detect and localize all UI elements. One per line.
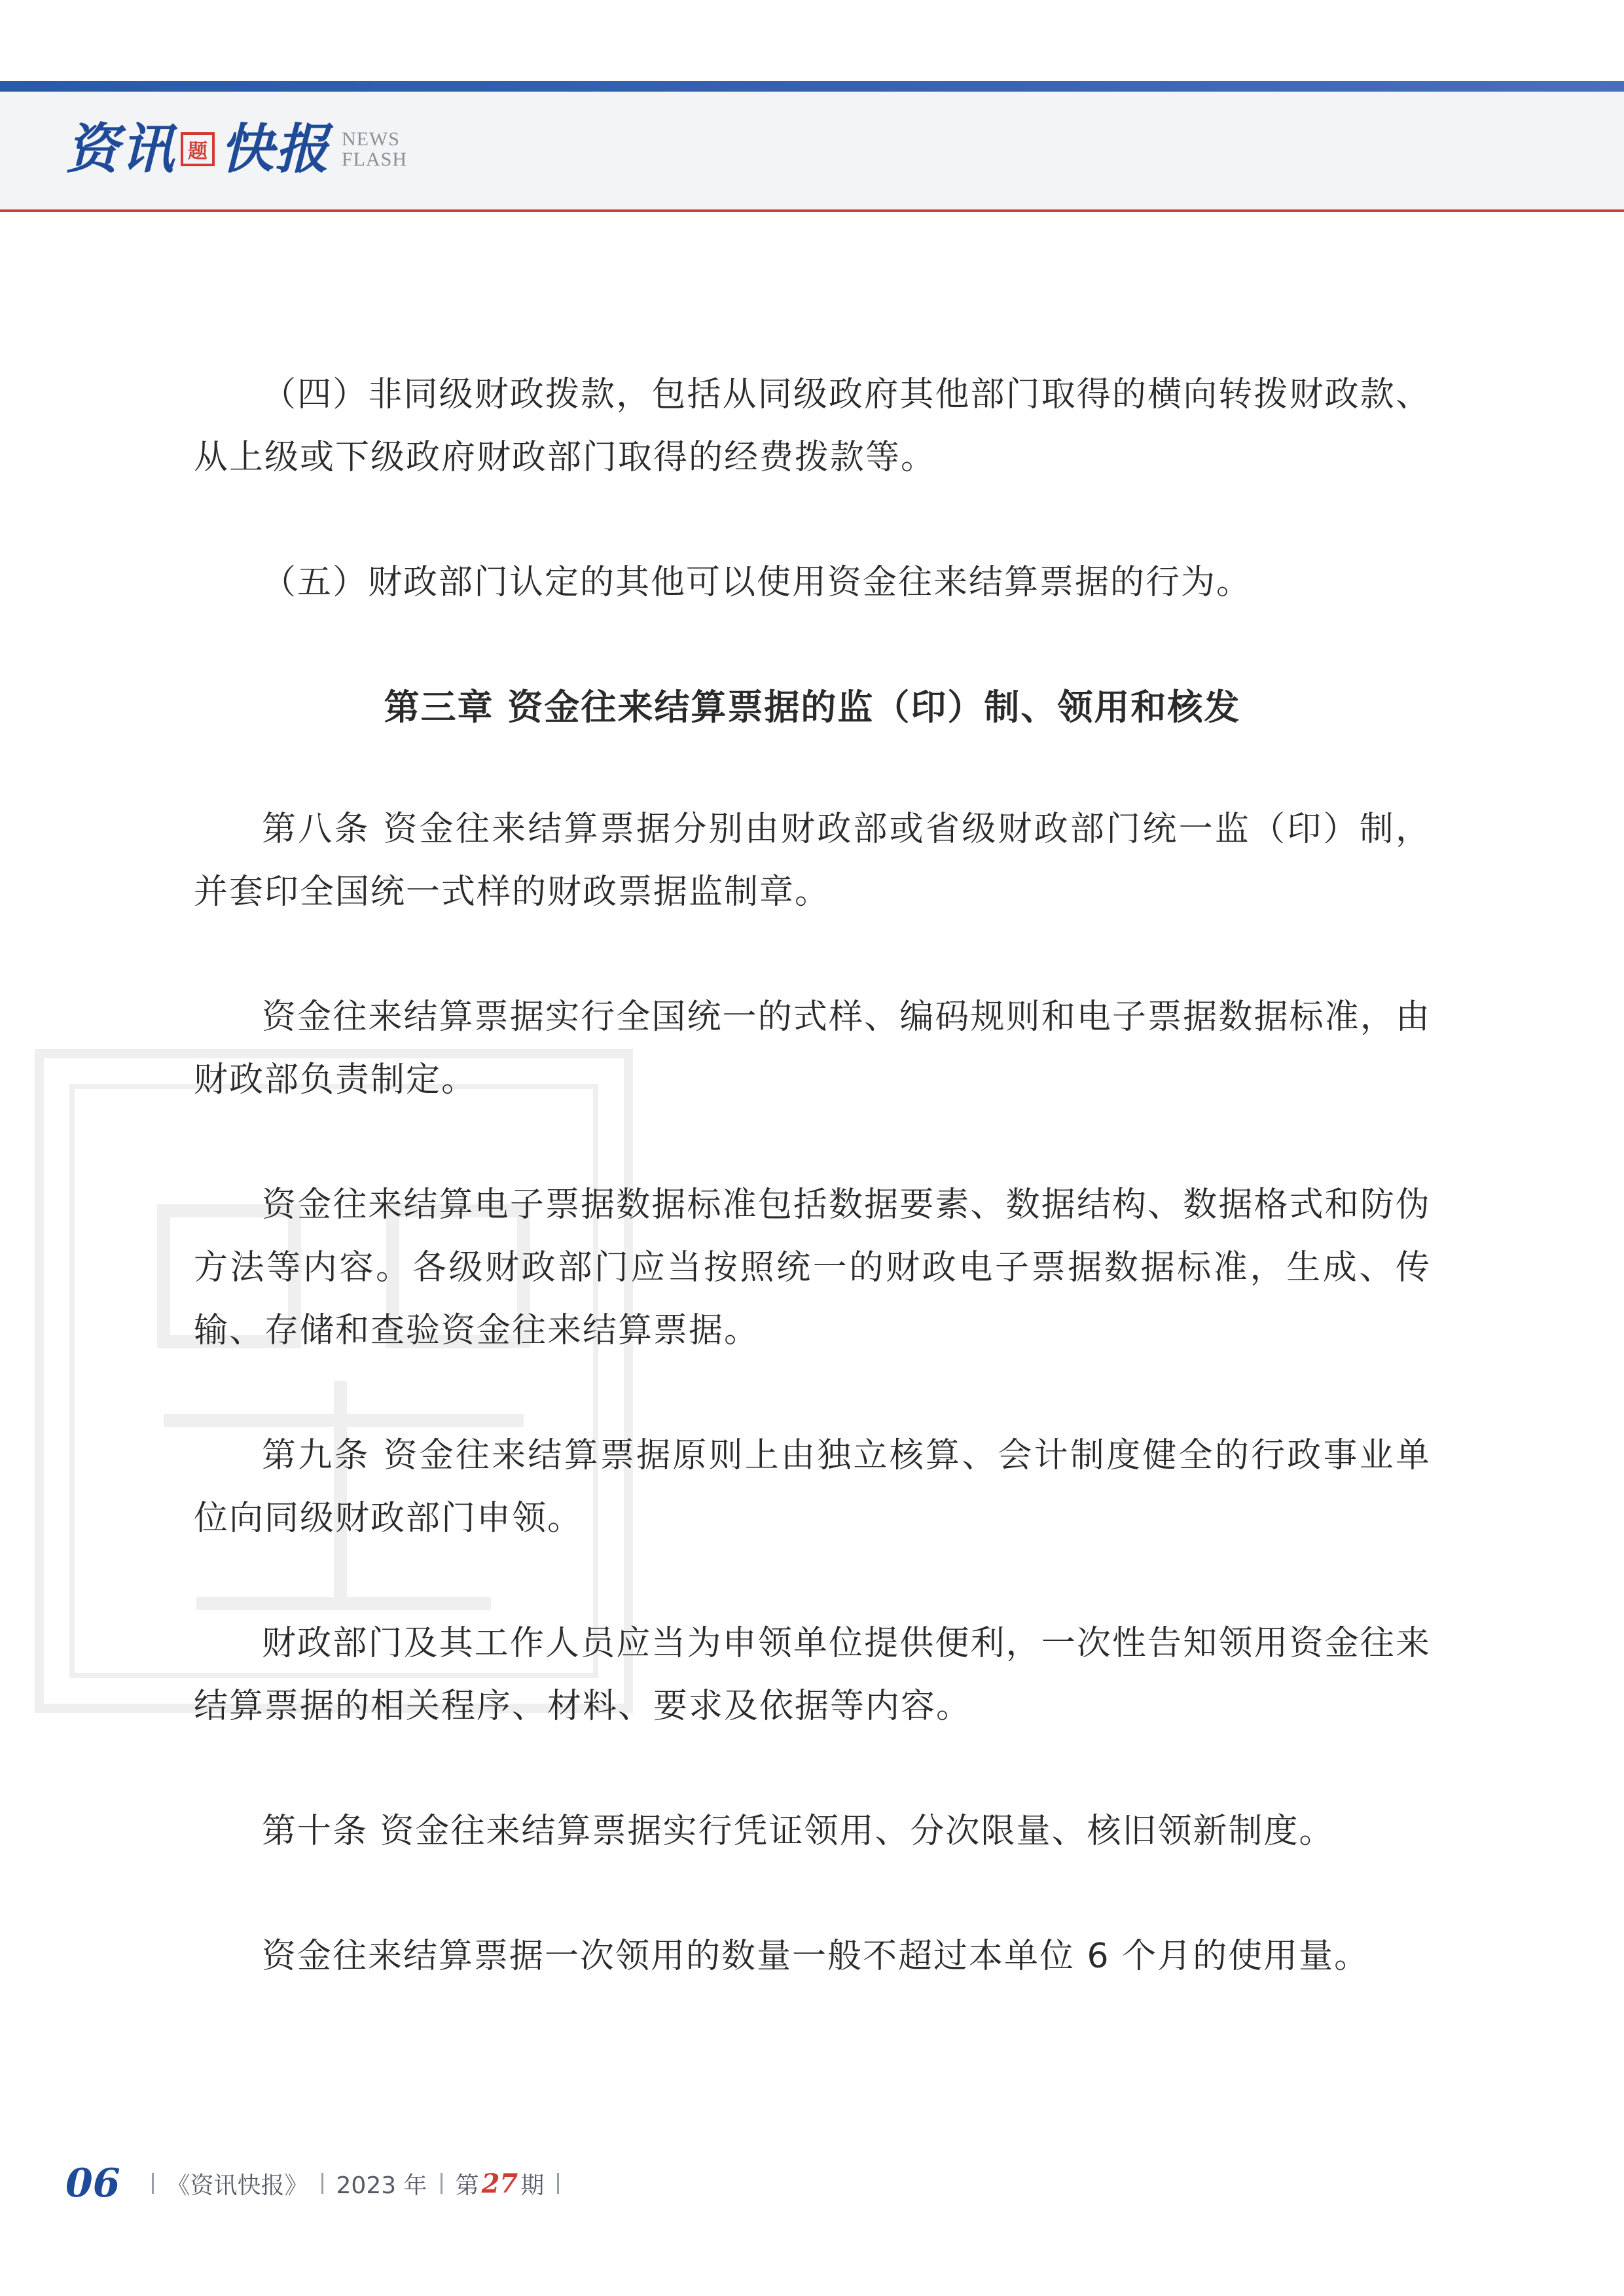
article-body: [194, 363, 1431, 2050]
chapter-heading: 第三章 资金往来结算票据的监（印）制、领用和核发: [384, 687, 1241, 728]
page-number: 06: [65, 2161, 120, 2206]
masthead-english: [342, 129, 407, 170]
article-8: 第八条 资金往来结算票据分别由财政部或省级财政部门统一监（印）制，并套印全国统一式样的财政票据监制章。: [194, 810, 1431, 912]
paragraph-5-clause: （五）财政部门认定的其他可以使用资金往来结算票据的行为。: [262, 563, 1252, 602]
header-top-rule: [0, 81, 1624, 92]
paragraph-convenience: 财政部门及其工作人员应当为申领单位提供便利，一次性告知领用资金往来结算票据的相关程序、材料、要求及依据等内容。: [194, 1624, 1431, 1726]
paragraph-standard: 资金往来结算票据实行全国统一的式样、编码规则和电子票据数据标准，由财政部负责制定。: [194, 997, 1431, 1100]
paragraph-4-clause: （四）非同级财政拨款，包括从同级政府其他部门取得的横向转拨财政款、从上级或下级政府财政部门取得的经费拨款等。: [194, 375, 1431, 477]
footer-divider: [557, 2173, 559, 2194]
issue-prefix: 第: [455, 2172, 479, 2199]
masthead-en-line1: NEWS: [342, 128, 400, 150]
page-footer: [65, 2157, 572, 2210]
masthead-title-part1: 资讯: [65, 118, 175, 181]
article-10: 第十条 资金往来结算票据实行凭证领用、分次限量、核旧领新制度。: [262, 1812, 1335, 1851]
footer-divider: [152, 2173, 154, 2194]
footer-divider: [321, 2173, 323, 2194]
publication-year: 2023 年: [336, 2172, 427, 2199]
paragraph-data-standard: 资金往来结算电子票据数据标准包括数据要素、数据结构、数据格式和防伪方法等内容。各级财政部门应当按照统一的财政电子票据数据标准，生成、传输、存储和查验资金往来结算票据。: [194, 1185, 1431, 1350]
header-bottom-rule: [0, 209, 1624, 212]
issue-number: 27: [481, 2168, 518, 2199]
issue-suffix: 期: [520, 2172, 545, 2199]
paragraph-quantity-limit: 资金往来结算票据一次领用的数量一般不超过本单位 6 个月的使用量。: [262, 1937, 1370, 1976]
publication-name: 《资讯快报》: [166, 2172, 308, 2199]
footer-divider: [441, 2173, 442, 2194]
masthead-en-line2: FLASH: [342, 149, 408, 170]
article-9: 第九条 资金往来结算票据原则上由独立核算、会计制度健全的行政事业单位向同级财政部门申领。: [194, 1436, 1431, 1538]
masthead-title-part2: 快报: [220, 118, 330, 181]
masthead: [65, 117, 407, 182]
masthead-seal-icon: 题: [181, 132, 215, 166]
